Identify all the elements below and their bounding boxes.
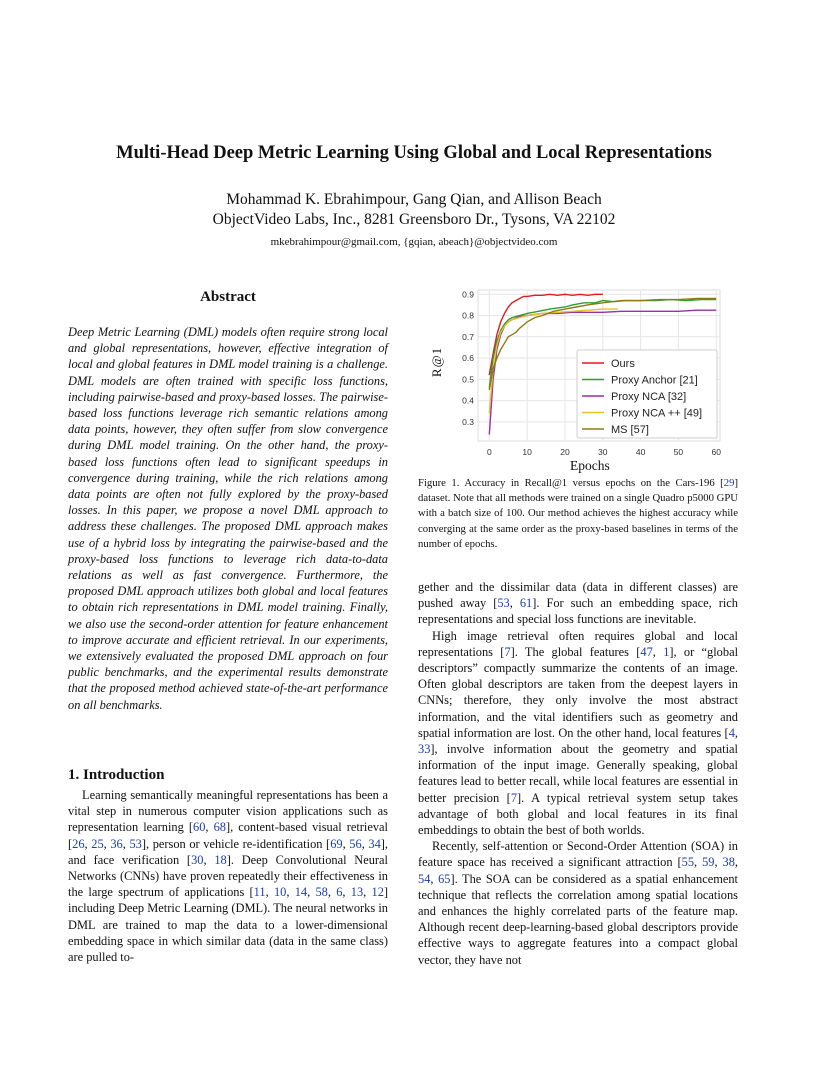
paper-title: Multi-Head Deep Metric Learning Using Global and Local Representations — [116, 143, 712, 163]
citation-link[interactable]: 4 — [728, 725, 735, 740]
citation-link[interactable]: 30 — [191, 852, 204, 867]
citation-link[interactable]: 13 — [350, 885, 364, 900]
x-tick-label: 20 — [560, 447, 570, 457]
x-tick-label: 50 — [673, 447, 684, 457]
x-tick-label: 0 — [486, 447, 492, 457]
citation-link[interactable]: 7 — [510, 790, 518, 805]
citation-link[interactable]: 25 — [91, 836, 104, 851]
y-tick-label: 0.8 — [462, 310, 474, 321]
author-block — [0, 190, 828, 230]
chart-xlabel: Epochs — [570, 458, 610, 473]
citation-link[interactable]: 55 — [681, 855, 695, 870]
y-tick-label: 0.4 — [462, 395, 474, 406]
x-tick-label: 40 — [635, 447, 646, 457]
citation-link[interactable]: 59 — [702, 855, 715, 870]
citation-link[interactable]: 6 — [336, 885, 343, 900]
y-tick-label: 0.5 — [462, 374, 474, 385]
legend-label: Proxy NCA ++ [49] — [611, 407, 703, 420]
citation-link[interactable]: 68 — [213, 820, 226, 835]
citation-link[interactable]: 53 — [129, 836, 142, 851]
y-tick-label: 0.6 — [462, 353, 474, 364]
citation-link[interactable]: 36 — [110, 836, 123, 851]
x-tick-label: 10 — [522, 447, 532, 457]
emails: mkebrahimpour@gmail.com, {gqian, abeach}@objectvideo.com — [270, 236, 558, 248]
citation-link[interactable]: 29 — [723, 477, 735, 489]
figure-caption: Figure 1. Accuracy in Recall@1 versus epochs on the Cars-196 [29] dataset. Note that all methods were trained on a single Quadro p5000 GPU with a batch size of 100. Our method achieves the highest accuracy while converging at the same order as the proxy-based baselines in terms of the number of epochs. — [418, 477, 738, 550]
abstract-heading: Abstract — [200, 289, 256, 305]
citation-link[interactable]: 18 — [214, 852, 227, 867]
y-tick-label: 0.9 — [462, 289, 474, 300]
citation-link[interactable]: 7 — [504, 644, 511, 659]
citation-link[interactable]: 11 — [253, 885, 266, 900]
citation-link[interactable]: 33 — [418, 742, 431, 757]
citation-link[interactable]: 14 — [294, 885, 308, 900]
citation-link[interactable]: 26 — [72, 836, 85, 851]
recall-chart — [430, 286, 730, 458]
chart-ylabel: R@1 — [429, 346, 445, 378]
citation-link[interactable]: 60 — [193, 820, 206, 835]
legend-label: Proxy NCA [32] — [611, 391, 687, 403]
legend-label: Ours — [611, 358, 635, 370]
y-tick-label: 0.3 — [462, 416, 474, 427]
citation-link[interactable]: 56 — [349, 836, 362, 851]
right-column-text — [418, 579, 738, 968]
citation-link[interactable]: 53 — [497, 596, 510, 611]
intro-text: Learning semantically meaningful representations has been a vital step in numerous computer vision applications such as representation learning [60, 68], content-based visual retrieval [26, 25, 36, 53], person or vehicle re-identification [69, 56, 34], and face verification [30, 18]. Deep Convolutional Neural Networks (CNNs) have proven repeatedly their effectiveness in the large spectrum of applications [11, 10, 14, 58, 6, 13, 12] including Deep Metric Learning (DML). The neural networks in DML are trained to map the data to a lower-dimensional embedding space in which similar data (data in the same class) are pulled to- — [68, 788, 389, 965]
citation-link[interactable]: 65 — [438, 871, 451, 886]
citation-link[interactable]: 54 — [418, 871, 431, 886]
affiliation: ObjectVideo Labs, Inc., 8281 Greensboro Dr., Tysons, VA 22102 — [212, 211, 616, 228]
citation-link[interactable]: 38 — [722, 855, 735, 870]
legend-label: MS [57] — [611, 424, 649, 436]
citation-link[interactable]: 12 — [371, 885, 384, 900]
x-tick-label: 30 — [598, 447, 608, 457]
abstract-text: Deep Metric Learning (DML) models often require strong local and global representations, however, effective integration of local and global features in DML model training is a challenge. DML models are often trained with specific loss functions, including pairwise-based and proxy-based losses. The pairwise-based loss functions leverage rich semantic relations among data points, however, they often suffer from slow convergence during DML model training. On the other hand, the proxy-based loss functions often lead to significant speedups in convergence during training, while the rich relations among data points are often not fully explored by the proxy-based losses. In this paper, we propose a novel DML approach to address these challenges. The proposed DML approach makes use of a hybrid loss by integrating the pairwise-based and the proxy-based loss functions to leverage rich data-to-data relations as well as fast convergence. Furthermore, the proposed DML approach utilizes both global and local features to obtain rich representations in DML model training. Finally, we also use the second-order attention for feature enhancement to improve accurate and efficient retrieval. In our experiments, we extensively evaluated the proposed DML approach on four public benchmarks, and the experimental results demonstrate that the proposed method achieved state-of-the-art performance on all benchmarks. — [68, 325, 388, 712]
citation-link[interactable]: 61 — [519, 596, 533, 611]
x-tick-label: 60 — [711, 447, 721, 457]
citation-link[interactable]: 10 — [273, 885, 287, 900]
citation-link[interactable]: 69 — [330, 836, 343, 851]
legend-label: Proxy Anchor [21] — [611, 374, 698, 387]
paragraph: High image retrieval often requires global and local representations [7]. The global features [47, 1], or “global descriptors” compactly summarize the contents of an image. Often global descriptors are taken from the deepest layers in CNNs; therefore, they only involve the most abstract information, and the vital identifiers such as geometry and spatial information are lost. On the other hand, local features [4, 33], involve information about the geometry and spatial information of the input image. Generally speaking, global features lead to better recall, while local features are essential in better precision [7]. A typical retrieval system setup takes advantage of both global and local features in its final embeddings to obtain the best of both worlds. — [418, 628, 739, 838]
intro-heading: 1. Introduction — [68, 767, 165, 783]
citation-link[interactable]: 34 — [368, 836, 381, 851]
authors: Mohammad K. Ebrahimpour, Gang Qian, and Allison Beach — [226, 191, 602, 208]
citation-link[interactable]: 47 — [640, 644, 653, 659]
citation-link[interactable]: 58 — [315, 885, 328, 900]
citation-link[interactable]: 1 — [663, 644, 670, 659]
paragraph: gether and the dissimilar data (data in different classes) are pushed away [53, 61]. For such an embedding space, rich representations and special loss functions are inevitable. — [418, 580, 738, 627]
y-tick-label: 0.7 — [462, 331, 474, 342]
paragraph: Recently, self-attention or Second-Order Attention (SOA) in feature space has received a significant attraction [55, 59, 38, 54, 65]. The SOA can be considered as a spatial enhancement technique that reflects the correlation among spatial locations and enhances the highly correlated parts of the feature map. Although recent deep-learning-based global descriptors provide effective ways to aggregate features into a compact global vector, they have not — [418, 839, 739, 967]
